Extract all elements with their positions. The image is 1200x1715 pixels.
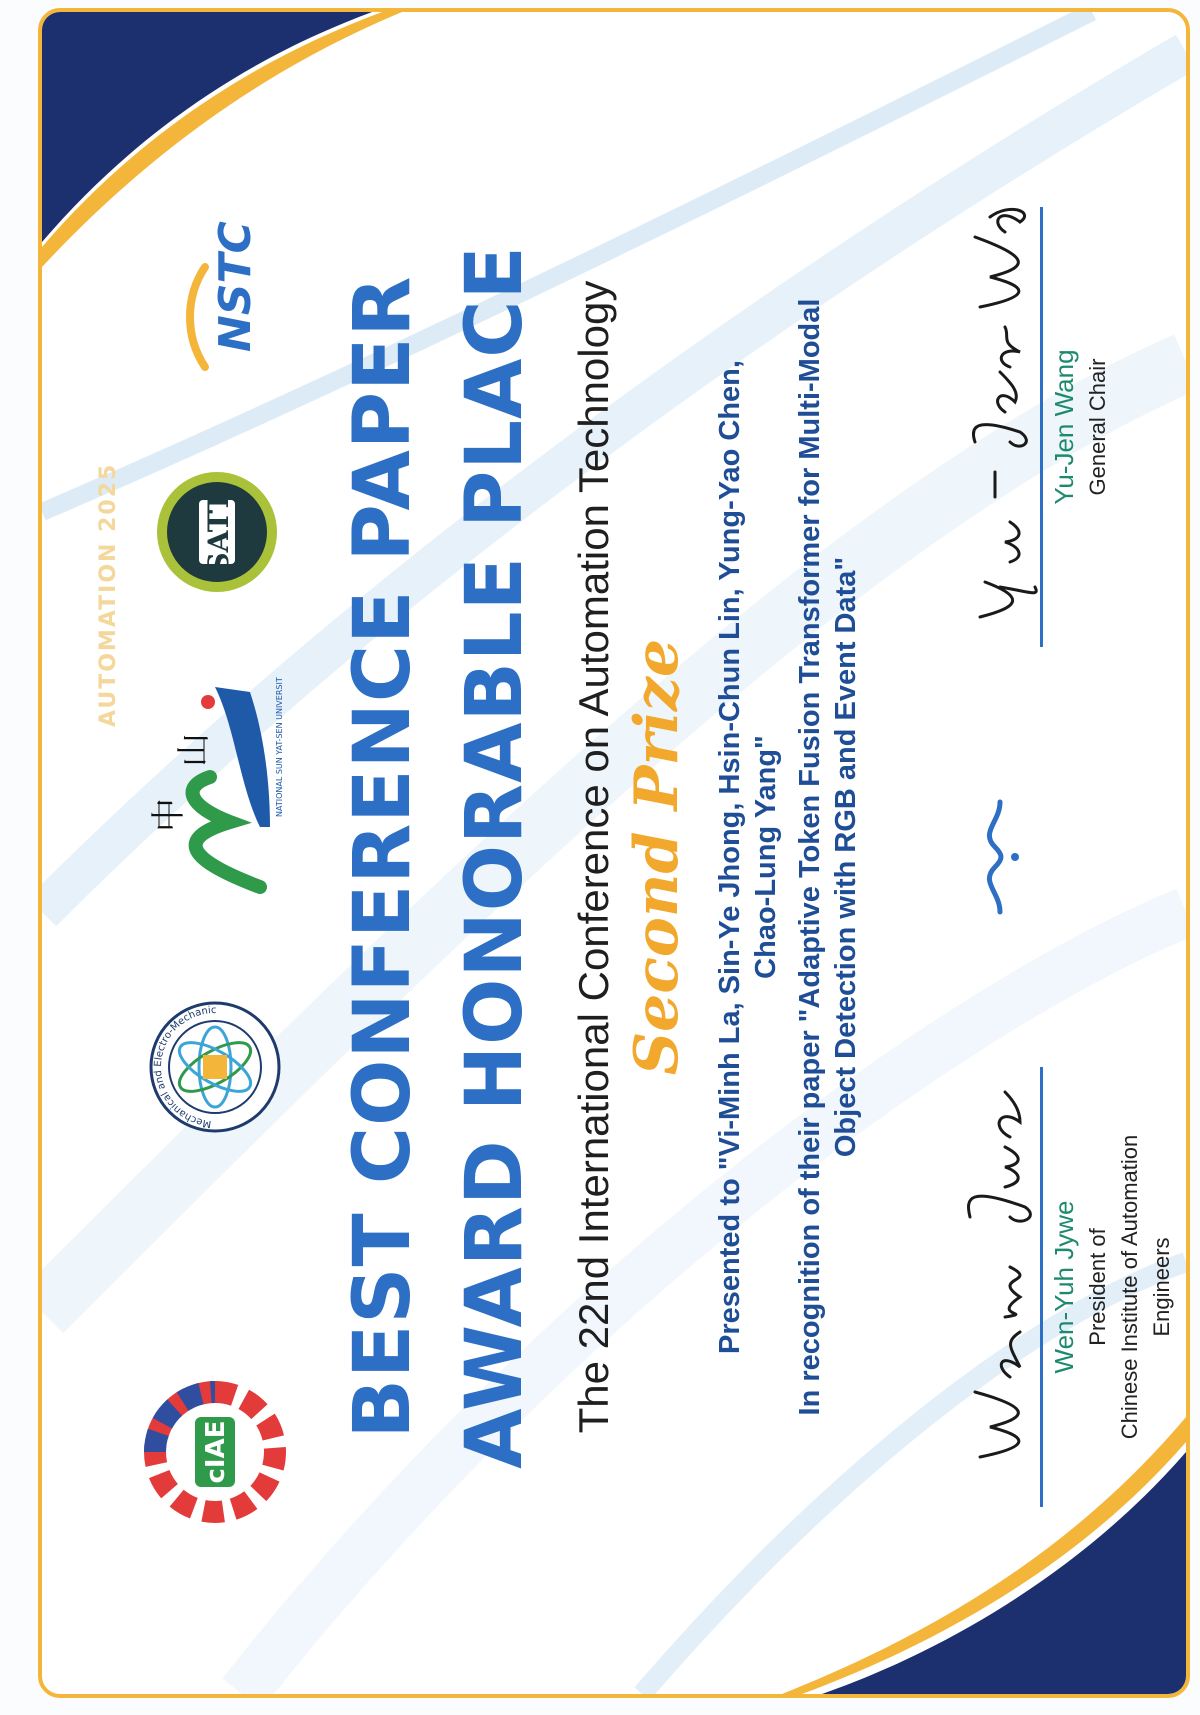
nstc-logo bbox=[165, 197, 279, 397]
presented-line-1: Presented to "Vi-Minh La, Sin-Ye Jhong, Hsin-Chun Lin, Yung-Yao Chen, bbox=[714, 360, 746, 1354]
university-logo-text: NATIONAL SUN YAT-SEN UNIVERSITY bbox=[275, 677, 284, 817]
svg-text:中: 中 bbox=[149, 798, 189, 832]
signatory-left-role-1: President of bbox=[1085, 1228, 1110, 1346]
satt-logo-text: SATT bbox=[202, 491, 235, 573]
signatory-right bbox=[950, 197, 1112, 657]
presented-to-text bbox=[712, 197, 784, 1517]
signature-line-right bbox=[1040, 207, 1043, 647]
logo-row bbox=[140, 57, 300, 1657]
prize-label: Second Prize bbox=[622, 638, 692, 1076]
ciae-logo bbox=[140, 1377, 294, 1527]
satt-logo bbox=[152, 467, 286, 597]
award-title-line-2: AWARD HONORABLE PLACE bbox=[450, 245, 540, 1469]
center-ornament bbox=[970, 797, 1034, 917]
signatory-left-name: Wen-Yuh Jywe bbox=[1049, 1200, 1079, 1374]
signatory-right-role: General Chair bbox=[1085, 358, 1110, 496]
conference-name: The 22nd International Conference on Automation Technology bbox=[570, 280, 617, 1434]
department-seal-text: Mechanical and Electro-Mechanic bbox=[152, 1004, 217, 1129]
signatory-left-role-3: Engineers bbox=[1149, 1237, 1174, 1337]
recognition-text bbox=[792, 197, 864, 1517]
recognition-line-2: Object Detection with RGB and Event Data" bbox=[830, 556, 862, 1158]
award-title-line-1: BEST CONFERENCE PAPER bbox=[338, 275, 428, 1439]
signature-left bbox=[950, 1057, 1040, 1517]
nstc-logo-text: NSTC bbox=[210, 221, 261, 352]
presented-line-2: Chao-Lung Yang" bbox=[750, 735, 782, 979]
signature-line-left bbox=[1040, 1067, 1043, 1507]
ciae-logo-text: cIAE bbox=[201, 1420, 231, 1484]
signature-right bbox=[950, 197, 1040, 657]
svg-text:山: 山 bbox=[174, 733, 214, 767]
certificate-content bbox=[70, 57, 1174, 1657]
department-seal-logo bbox=[145, 997, 289, 1137]
automation-watermark: AUTOMATION 2025 bbox=[96, 462, 121, 727]
signatory-left-role-2: Chinese Institute of Automation bbox=[1117, 1134, 1142, 1440]
signatory-left bbox=[950, 1057, 1176, 1517]
university-logo bbox=[140, 677, 294, 897]
recognition-line-1: In recognition of their paper "Adaptive Token Fusion Transformer for Multi-Modal bbox=[794, 298, 826, 1416]
signatory-right-name: Yu-Jen Wang bbox=[1049, 349, 1079, 505]
